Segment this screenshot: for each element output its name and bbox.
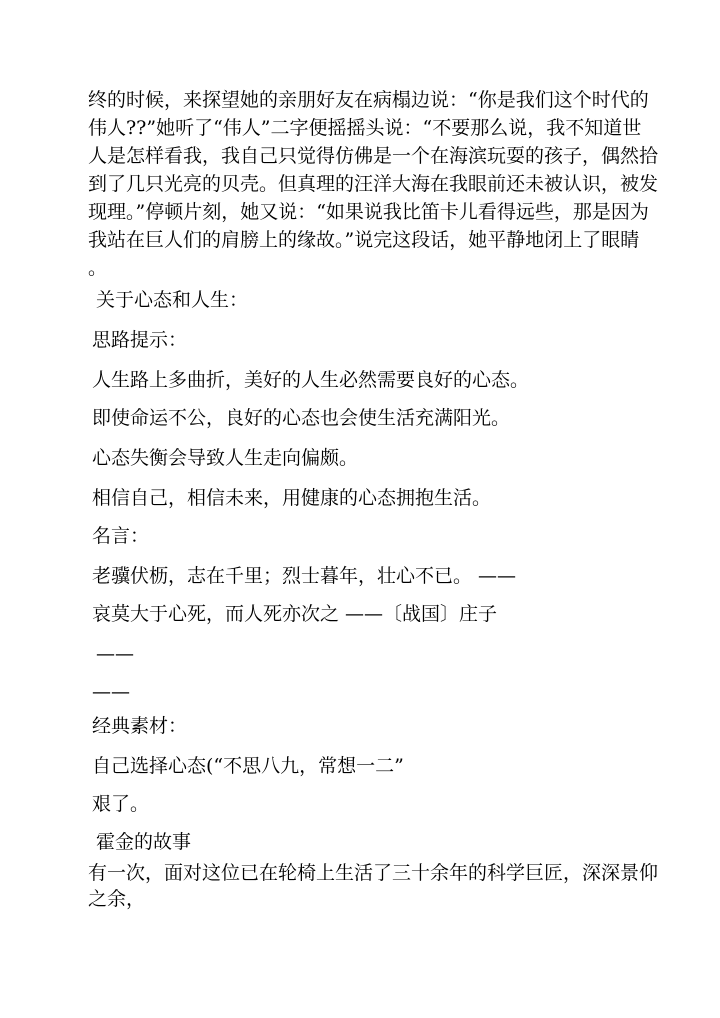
quote-item: 哀莫大于心死，而人死亦次之 ——〔战国〕庄子: [92, 603, 498, 625]
paragraph-line: 之余，: [88, 888, 146, 910]
paragraph-line: 终的时候，来探望她的亲朋好友在病榻边说：“你是我们这个时代的: [88, 89, 649, 111]
quote-item: ——: [96, 643, 134, 665]
material-label: 经典素材：: [92, 715, 188, 737]
section-title: 关于心态和人生：: [96, 289, 249, 311]
quote-item: ——: [92, 681, 130, 703]
story-paragraph: [88, 860, 659, 912]
hint-label: 思路提示：: [92, 329, 188, 351]
paragraph-line: 人是怎样看我，我自己只觉得仿佛是一个在海滨玩耍的孩子，偶然拾: [88, 145, 659, 167]
hint-item: 人生路上多曲折，美好的人生必然需要良好的心态。: [92, 369, 530, 391]
paragraph-line: 我站在巨人们的肩膀上的缘故。”说完这段话，她平静地闭上了眼睛: [88, 229, 640, 251]
story-title: 霍金的故事: [96, 831, 192, 853]
paragraph-line: 。: [88, 257, 108, 279]
quotes-label: 名言：: [92, 525, 150, 547]
material-line: 艰了。: [92, 793, 150, 815]
paragraph-line: 到了几只光亮的贝壳。但真理的汪洋大海在我眼前还未被认识，被发: [88, 173, 659, 195]
paragraph-line: 有一次，面对这位已在轮椅上生活了三十余年的科学巨匠，深深景仰: [88, 862, 659, 884]
hint-item: 相信自己，相信未来，用健康的心态拥抱生活。: [92, 487, 492, 509]
hint-item: 即使命运不公，良好的心态也会使生活充满阳光。: [92, 407, 511, 429]
hint-item: 心态失衡会导致人生走向偏颇。: [92, 447, 359, 469]
intro-paragraph: [88, 86, 659, 282]
material-line: 自己选择心态(“不思八九，常想一二”: [92, 755, 404, 777]
paragraph-line: 现理。”停顿片刻，她又说：“如果说我比笛卡儿看得远些，那是因为: [88, 201, 649, 223]
quote-item: 老骥伏枥，志在千里；烈士暮年，壮心不已。 ——: [92, 565, 517, 587]
paragraph-line: 伟人??”她听了“伟人”二字便摇摇头说：“不要那么说，我不知道世: [88, 117, 642, 139]
